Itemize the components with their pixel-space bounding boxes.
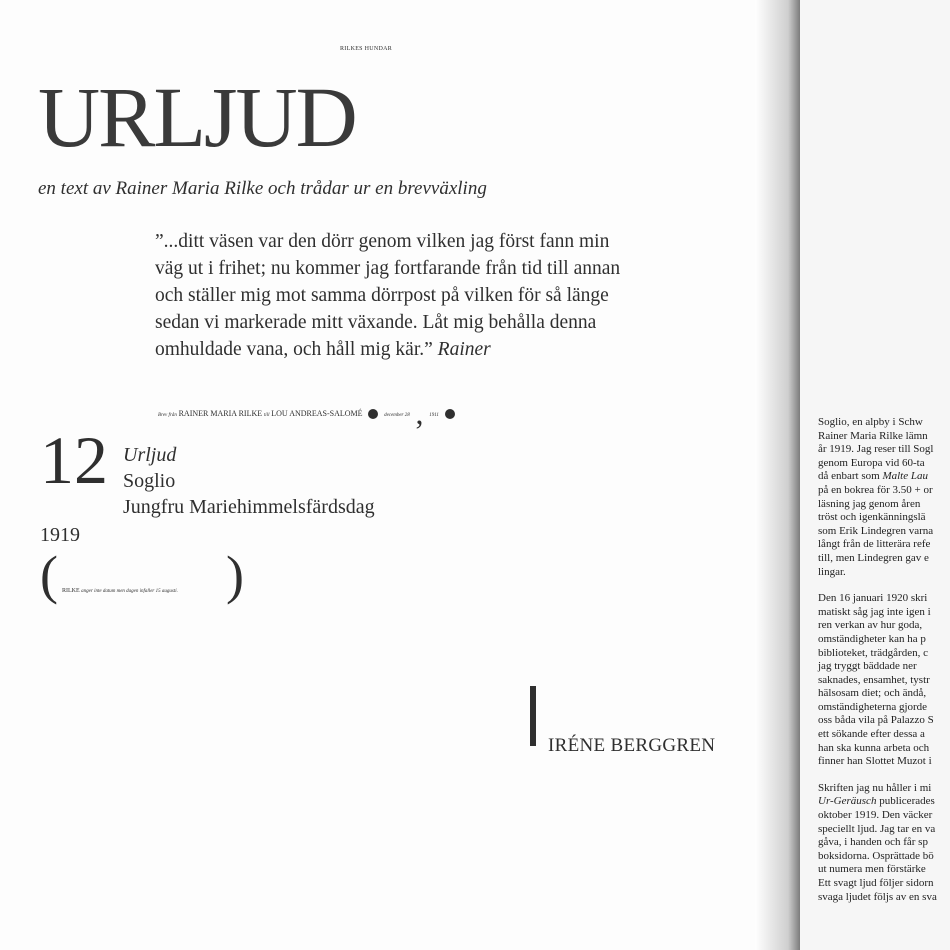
body-paragraph-3: Skriften jag nu håller i mi Ur-Geräusch publicerades oktober 1919. Den väcker speciellt ljud. Jag tar en va gåva, i handen och får sp boksidorna. Osprättade bö ut numera men förstärke Ett svagt ljud följer sidorn svaga ljudet följs av en sva (818, 781, 937, 903)
entry-place: Soglio (123, 470, 176, 492)
entry-number: 12 (40, 422, 108, 498)
article-subtitle: en text av Rainer Maria Rilke och trådar ur en brevväxling (38, 178, 487, 199)
article-title: URLJUD (38, 69, 356, 165)
body-paragraph-1: Soglio, en alpby i Schw Rainer Maria Rilke lämn år 1919. Jag reser till Sogl genom Europa vid 60-ta då enbart som Malte Lau på en bokrea för 3.50 + or läsning jag genom åren tröst och igenkänningslä som Erik Lindegren varna långt från de litterära refe till, men Lindegren gav e lingar. (818, 416, 934, 578)
body-paragraph-2: Den 16 januari 1920 skri matiskt såg jag inte igen i ren verkan av hur goda, omständigheter kan ha p biblioteket, trädgården, c jag tryggt bäddade ner saknades, ensamhet, tystr hälsosam diet; och ändå, omständigheterna gjorde oss båda vila på Palazzo S ett sökande efter dessa a han ska kunna arbeta och finner han Slottet Muzot i (818, 592, 934, 768)
running-head: RILKES HUNDAR (340, 46, 393, 52)
date-note-text: anger inte datum men dagen infaller 15 augusti. (81, 589, 178, 594)
entry-title: Urljud (123, 444, 177, 466)
source-prefix: Brev från (158, 413, 177, 418)
entry-date: Jungfru Mariehimmelsfärdsdag (123, 496, 375, 518)
bullet-dot-icon (368, 409, 378, 419)
right-page (800, 0, 950, 950)
source-month: december 28 (384, 413, 410, 418)
source-from: RAINER MARIA RILKE (178, 409, 263, 418)
letter-quote (155, 228, 625, 363)
entry-year: 1919 (40, 524, 80, 546)
comma-ornament-icon: , (415, 395, 424, 431)
quote-text: ”...ditt väsen var den dörr genom vilken jag först fann min väg ut i frihet; nu kommer jag fortfarande från tid till annan och ställer mig mot samma dörrpost på vilken för så länge sedan vi markerade mitt växande. Låt mig behålla denna omhuldade vana, och håll mig kär.” (155, 231, 621, 360)
date-note (62, 588, 178, 594)
body-column (818, 416, 937, 917)
open-paren-icon: ( (40, 545, 58, 605)
author-name: IRÉNE BERGGREN (548, 735, 716, 756)
date-note-caps: RILKE (62, 588, 80, 594)
quote-signature: Rainer (437, 339, 491, 360)
author-rule (530, 686, 536, 746)
entry-heading (123, 442, 375, 520)
quote-source (158, 395, 459, 432)
close-paren-icon: ) (226, 545, 244, 605)
bullet-dot-icon (445, 409, 455, 419)
source-year: 1911 (429, 413, 439, 418)
source-to: LOU ANDREAS-SALOMÉ (271, 409, 363, 418)
source-connector: till (263, 413, 270, 418)
